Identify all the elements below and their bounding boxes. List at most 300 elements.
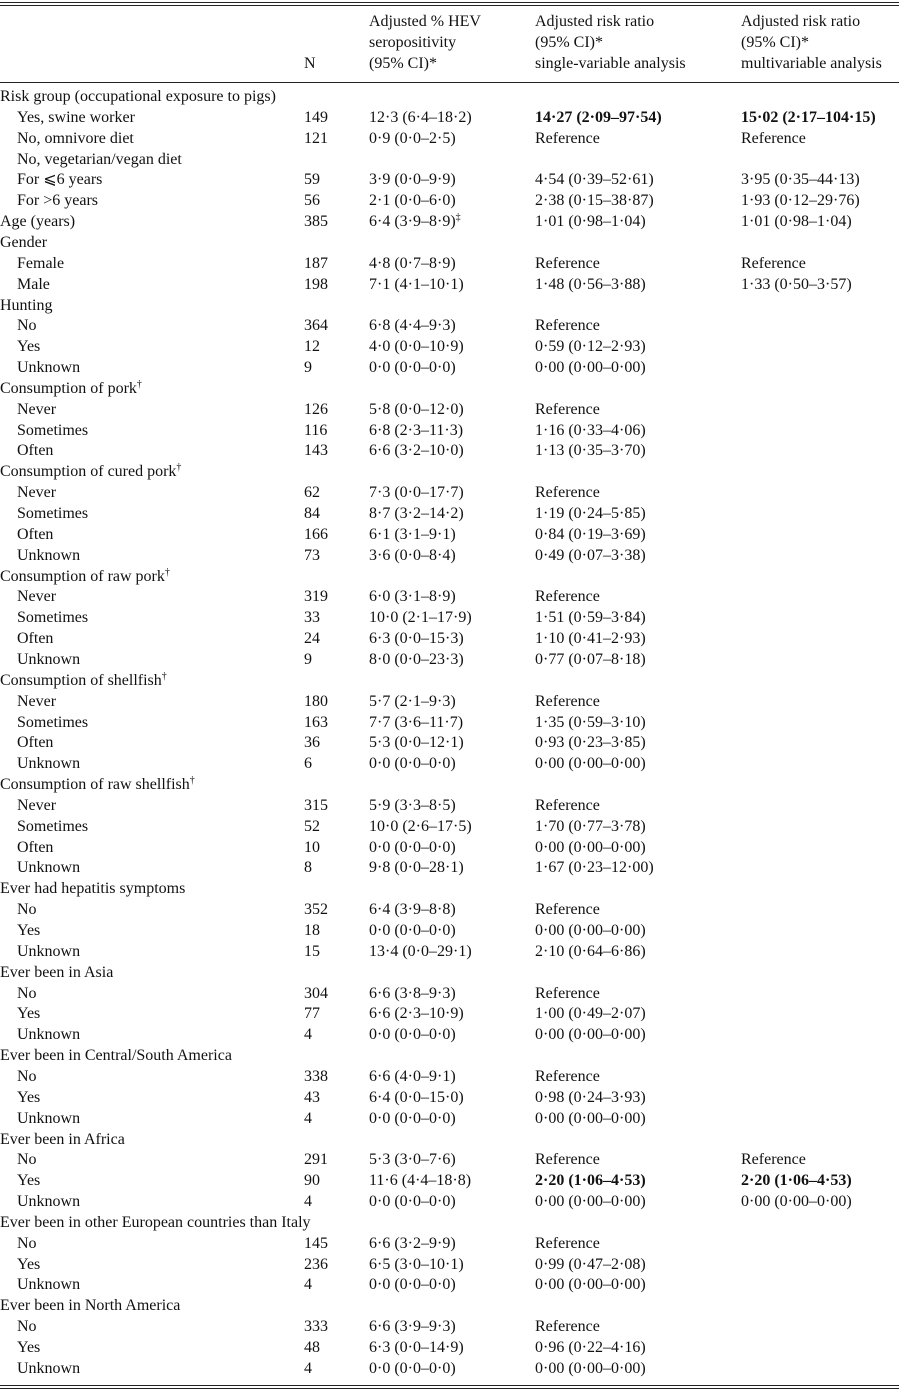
seropositivity-cell — [369, 1192, 456, 1213]
row-label — [17, 150, 182, 171]
row-label-text: Consumption of pork — [0, 379, 137, 397]
seropositivity-cell — [369, 858, 464, 879]
row-label — [0, 671, 167, 692]
table-row — [0, 1255, 899, 1276]
n-cell-text: 59 — [304, 171, 320, 189]
seropositivity-cell-text: 10·0 (2·6–17·5) — [369, 817, 472, 835]
table-row — [0, 483, 899, 504]
n-cell — [304, 858, 312, 879]
single-variable-rr-cell-text: Reference — [535, 129, 600, 147]
n-cell-text: 12 — [304, 338, 320, 356]
single-variable-rr-cell — [535, 129, 600, 150]
n-cell-text: 48 — [304, 1339, 320, 1356]
table-section-row — [0, 1130, 899, 1151]
seropositivity-cell-text: 6·6 (3·2–9·9) — [369, 1234, 456, 1252]
header-n: N — [304, 55, 316, 72]
row-label — [17, 400, 56, 421]
row-label-text: Often — [17, 442, 54, 460]
table-row — [0, 108, 899, 129]
header-single-line1: Adjusted risk ratio — [535, 13, 655, 30]
single-variable-rr-cell — [535, 546, 646, 567]
n-cell — [304, 942, 320, 963]
multivariable-rr-cell — [741, 1192, 852, 1213]
seropositivity-cell — [369, 1088, 464, 1109]
seropositivity-cell-text: 6·4 (3·9–8·8) — [369, 901, 456, 919]
footnote-mark: † — [136, 378, 142, 390]
seropositivity-cell-text: 13·4 (0·0–29·1) — [369, 942, 472, 960]
single-variable-rr-cell — [535, 337, 646, 358]
row-label — [17, 1088, 40, 1109]
table-row — [0, 942, 899, 963]
seropositivity-cell-text: 6·5 (3·0–10·1) — [369, 1255, 464, 1273]
seropositivity-cell-text: 5·9 (3·3–8·5) — [369, 796, 456, 814]
row-label — [17, 191, 98, 212]
single-variable-rr-cell-text: 1·01 (0·98–1·04) — [535, 213, 646, 231]
row-label — [17, 254, 64, 275]
multivariable-rr-cell — [741, 1171, 852, 1192]
n-cell-text: 163 — [304, 713, 328, 731]
n-cell — [304, 1234, 328, 1255]
row-label-text: No, vegetarian/vegan diet — [17, 150, 182, 168]
n-cell-text: 24 — [304, 630, 320, 648]
n-cell — [304, 275, 328, 296]
multivariable-rr-cell-text: 0·00 (0·00–0·00) — [741, 1193, 852, 1211]
row-label-text: Often — [17, 734, 54, 752]
header-multi-line3: multivariable analysis — [741, 55, 882, 72]
single-variable-rr-cell — [535, 858, 654, 879]
multivariable-rr-cell-text: 1·93 (0·12–29·76) — [741, 192, 860, 210]
table-row — [0, 984, 899, 1005]
single-variable-rr-cell-text: 0·00 (0·00–0·00) — [535, 1109, 646, 1127]
single-variable-rr-cell — [535, 984, 600, 1005]
n-cell-text: 9 — [304, 650, 312, 668]
row-label — [17, 650, 80, 671]
n-cell-text: 4 — [304, 1109, 312, 1127]
seropositivity-cell-text: 6·4 (0·0–15·0) — [369, 1088, 464, 1106]
single-variable-rr-cell — [535, 608, 646, 629]
n-cell-text: 43 — [304, 1088, 320, 1106]
single-variable-rr-cell-text: 0·00 (0·00–0·00) — [535, 1193, 646, 1211]
table-section-row — [0, 1296, 899, 1317]
row-label-text: Never — [17, 796, 57, 814]
seropositivity-cell-text: 0·0 (0·0–0·0) — [369, 1276, 456, 1294]
single-variable-rr-cell — [535, 212, 646, 233]
row-label — [0, 963, 113, 984]
row-label — [17, 942, 80, 963]
row-label — [17, 858, 80, 879]
single-variable-rr-cell — [535, 108, 662, 129]
header-single-line3: single-variable analysis — [535, 55, 686, 72]
table-section-row — [0, 1046, 899, 1067]
row-label — [17, 1004, 40, 1025]
n-cell — [304, 1255, 328, 1276]
single-variable-rr-cell — [535, 483, 600, 504]
seropositivity-cell-text: 6·8 (2·3–11·3) — [369, 421, 464, 439]
single-variable-rr-cell-text: 0·00 (0·00–0·00) — [535, 922, 646, 939]
single-variable-rr-cell-text: Reference — [535, 984, 600, 1002]
row-label — [0, 379, 142, 400]
n-cell — [304, 170, 320, 191]
single-variable-rr-cell — [535, 191, 654, 212]
n-cell — [304, 650, 312, 671]
footnote-mark: ‡ — [455, 212, 461, 224]
row-label-text: Yes — [17, 1172, 41, 1190]
single-variable-rr-cell-text: 1·70 (0·77–3·78) — [535, 817, 646, 835]
n-cell-text: 145 — [304, 1234, 328, 1252]
seropositivity-cell — [369, 921, 456, 942]
table-row — [0, 546, 899, 567]
n-cell-text: 291 — [304, 1151, 328, 1169]
row-label-text: Unknown — [17, 859, 81, 877]
n-cell — [304, 316, 328, 337]
row-label-text: Often — [17, 838, 54, 856]
row-label-text: No — [17, 1067, 37, 1085]
n-cell-text: 198 — [304, 275, 328, 293]
table-row — [0, 275, 899, 296]
footnote-mark: † — [161, 670, 167, 682]
seropositivity-cell-text: 6·8 (4·4–9·3) — [369, 317, 456, 335]
header-single-line2: (95% CI)* — [535, 34, 603, 51]
n-cell-text: 4 — [304, 1276, 312, 1294]
table-row — [0, 170, 899, 191]
seropositivity-cell-text: 0·0 (0·0–0·0) — [369, 838, 456, 856]
seropositivity-cell — [369, 942, 472, 963]
n-cell-text: 77 — [304, 1005, 320, 1023]
row-label — [17, 1359, 80, 1380]
row-label — [17, 1192, 80, 1213]
single-variable-rr-cell-text: 0·99 (0·47–2·08) — [535, 1255, 646, 1273]
single-variable-rr-cell — [535, 170, 654, 191]
seropositivity-cell — [369, 838, 456, 859]
row-label-text: Sometimes — [17, 817, 89, 835]
seropositivity-cell-text: 6·6 (2·3–10·9) — [369, 1005, 464, 1023]
multivariable-rr-cell — [741, 254, 806, 275]
single-variable-rr-cell-text: 0·84 (0·19–3·69) — [535, 525, 646, 543]
row-label-text: Hunting — [0, 296, 53, 314]
row-label-text: Sometimes — [17, 421, 89, 439]
row-label — [17, 900, 37, 921]
row-label — [0, 212, 75, 233]
seropositivity-cell-text: 4·0 (0·0–10·9) — [369, 338, 464, 356]
n-cell — [304, 1025, 312, 1046]
n-cell — [304, 921, 320, 942]
seropositivity-cell-text: 0·0 (0·0–0·0) — [369, 1026, 456, 1044]
single-variable-rr-cell-text: 0·98 (0·24–3·93) — [535, 1088, 646, 1106]
row-label — [17, 108, 135, 129]
seropositivity-cell-text: 10·0 (2·1–17·9) — [369, 609, 472, 627]
row-label — [17, 713, 88, 734]
table-row — [0, 796, 899, 817]
n-cell-text: 4 — [304, 1193, 312, 1211]
row-label-text: No — [17, 1318, 37, 1336]
table-section-row — [0, 879, 899, 900]
single-variable-rr-cell-text: 0·00 (0·00–0·00) — [535, 838, 646, 856]
single-variable-rr-cell-text: 2·38 (0·15–38·87) — [535, 192, 654, 210]
seropositivity-cell-text: 3·6 (0·0–8·4) — [369, 546, 456, 564]
n-cell — [304, 358, 312, 379]
single-variable-rr-cell-text: Reference — [535, 484, 600, 502]
single-variable-rr-cell — [535, 1025, 646, 1046]
n-cell-text: 36 — [304, 734, 320, 752]
single-variable-rr-cell — [535, 587, 600, 608]
table-row — [0, 358, 899, 379]
row-label — [17, 796, 56, 817]
table-row — [0, 400, 899, 421]
row-label — [17, 1171, 40, 1192]
row-label-text: Unknown — [17, 1026, 81, 1044]
n-cell-text: 10 — [304, 838, 320, 856]
seropositivity-cell — [369, 1025, 456, 1046]
row-label-text: Unknown — [17, 546, 81, 564]
n-cell — [304, 400, 328, 421]
single-variable-rr-cell — [535, 316, 600, 337]
seropositivity-cell-text: 5·8 (0·0–12·0) — [369, 400, 464, 418]
single-variable-rr-cell — [535, 629, 646, 650]
single-variable-rr-cell-text: 0·00 (0·00–0·00) — [535, 1026, 646, 1044]
seropositivity-cell — [369, 796, 456, 817]
n-cell — [304, 1317, 328, 1338]
n-cell-text: 6 — [304, 755, 312, 773]
table-row — [0, 754, 899, 775]
seropositivity-cell-text: 6·6 (3·8–9·3) — [369, 984, 456, 1002]
n-cell — [304, 1067, 328, 1088]
n-cell-text: 126 — [304, 400, 328, 418]
row-label-text: Consumption of raw pork — [0, 567, 165, 585]
row-label-text: Risk group (occupational exposure to pigs) — [0, 88, 276, 105]
row-label-text: Yes — [17, 1339, 41, 1356]
n-cell-text: 315 — [304, 796, 328, 814]
n-cell-text: 187 — [304, 254, 328, 272]
seropositivity-cell-text: 6·0 (3·1–8·9) — [369, 588, 456, 606]
header-seropositivity-line1: Adjusted % HEV — [369, 13, 481, 30]
multivariable-rr-cell — [741, 191, 860, 212]
row-label — [17, 421, 88, 442]
table-row — [0, 838, 899, 859]
n-cell — [304, 483, 320, 504]
seropositivity-cell — [369, 1067, 456, 1088]
single-variable-rr-cell-text: 0·59 (0·12–2·93) — [535, 338, 646, 356]
multivariable-rr-cell-text: 15·02 (2·17–104·15) — [741, 108, 876, 126]
seropositivity-cell-text: 0·0 (0·0–0·0) — [369, 359, 456, 377]
table-row — [0, 504, 899, 525]
n-cell — [304, 838, 320, 859]
n-cell-text: 319 — [304, 588, 328, 606]
n-cell-text: 33 — [304, 609, 320, 627]
n-cell — [304, 1171, 320, 1192]
single-variable-rr-cell-text: Reference — [535, 796, 600, 814]
single-variable-rr-cell-text: 1·51 (0·59–3·84) — [535, 609, 646, 627]
table-row — [0, 191, 899, 212]
row-label-text: For >6 years — [17, 192, 99, 210]
table-row — [0, 858, 899, 879]
row-label — [17, 921, 40, 942]
row-label-text: Unknown — [17, 1359, 81, 1377]
single-variable-rr-cell — [535, 713, 646, 734]
header-seropositivity-line3: (95% CI)* — [369, 55, 437, 72]
table-row — [0, 733, 899, 754]
table-row — [0, 337, 899, 358]
multivariable-rr-cell-text: 1·33 (0·50–3·57) — [741, 275, 852, 293]
seropositivity-cell-text: 6·6 (4·0–9·1) — [369, 1067, 456, 1085]
row-label-text: Yes — [17, 922, 41, 939]
single-variable-rr-cell — [535, 1192, 646, 1213]
seropositivity-cell — [369, 1150, 456, 1171]
single-variable-rr-cell — [535, 1234, 600, 1255]
n-cell-text: 180 — [304, 692, 328, 710]
row-label-text: Consumption of raw shellfish — [0, 776, 190, 794]
footnote-mark: † — [176, 462, 182, 474]
n-cell-text: 116 — [304, 421, 328, 439]
single-variable-rr-cell-text: 1·67 (0·23–12·00) — [535, 859, 654, 877]
single-variable-rr-cell-text: 1·13 (0·35–3·70) — [535, 442, 646, 460]
n-cell-text: 8 — [304, 859, 312, 877]
seropositivity-cell-text: 6·1 (3·1–9·1) — [369, 525, 456, 543]
n-cell — [304, 608, 320, 629]
table-row — [0, 587, 899, 608]
n-cell-text: 338 — [304, 1067, 328, 1085]
table-row — [0, 1025, 899, 1046]
single-variable-rr-cell-text: Reference — [535, 588, 600, 606]
n-cell — [304, 587, 328, 608]
n-cell — [304, 817, 320, 838]
row-label-text: Yes — [17, 1255, 41, 1273]
seropositivity-cell — [369, 587, 456, 608]
n-cell-text: 364 — [304, 317, 328, 335]
n-cell — [304, 337, 320, 358]
seropositivity-cell-text: 2·1 (0·0–6·0) — [369, 192, 456, 210]
row-label — [17, 1317, 37, 1338]
single-variable-rr-cell-text: Reference — [535, 317, 600, 335]
n-cell — [304, 900, 328, 921]
seropositivity-cell-text: 3·9 (0·0–9·9) — [369, 171, 456, 189]
seropositivity-cell-text: 12·3 (6·4–18·2) — [369, 108, 472, 126]
single-variable-rr-cell-text: 0·96 (0·22–4·16) — [535, 1339, 646, 1356]
row-label — [0, 1213, 311, 1234]
single-variable-rr-cell — [535, 796, 600, 817]
row-label — [17, 1109, 80, 1130]
table-row — [0, 129, 899, 150]
single-variable-rr-cell — [535, 1255, 646, 1276]
row-label-text: Never — [17, 400, 57, 418]
single-variable-rr-cell-text: 0·00 (0·00–0·00) — [535, 1276, 646, 1294]
seropositivity-cell — [369, 692, 456, 713]
multivariable-rr-cell — [741, 1150, 806, 1171]
seropositivity-cell — [369, 546, 456, 567]
table-row — [0, 1150, 899, 1171]
single-variable-rr-cell-text: Reference — [535, 1151, 600, 1169]
n-cell-text: 84 — [304, 505, 320, 522]
multivariable-rr-cell — [741, 275, 852, 296]
n-cell — [304, 546, 320, 567]
row-label — [17, 504, 88, 525]
single-variable-rr-cell — [535, 254, 600, 275]
n-cell — [304, 1109, 312, 1130]
table-section-row — [0, 775, 899, 796]
single-variable-rr-cell-text: 2·10 (0·64–6·86) — [535, 942, 646, 960]
seropositivity-cell-text: 0·0 (0·0–0·0) — [369, 1193, 456, 1211]
row-label-text: Yes — [17, 338, 41, 356]
row-label-text: Never — [17, 484, 57, 502]
table-row — [0, 1234, 899, 1255]
row-label — [17, 1275, 80, 1296]
single-variable-rr-cell — [535, 733, 646, 754]
table-row — [0, 921, 899, 942]
seropositivity-cell-text: 8·0 (0·0–23·3) — [369, 650, 464, 668]
table-row — [0, 1109, 899, 1130]
row-label-text: No — [17, 984, 37, 1002]
table-section-row — [0, 379, 899, 400]
n-cell — [304, 525, 328, 546]
footnote-mark: † — [164, 566, 170, 578]
n-cell — [304, 421, 327, 442]
row-label — [17, 692, 56, 713]
single-variable-rr-cell — [535, 504, 646, 525]
single-variable-rr-cell-text: 1·19 (0·24–5·85) — [535, 505, 646, 522]
seropositivity-cell-text: 11·6 (4·4–18·8) — [369, 1172, 472, 1190]
n-cell-text: 143 — [304, 442, 328, 460]
seropositivity-cell — [369, 733, 464, 754]
seropositivity-cell — [369, 1359, 456, 1380]
seropositivity-cell — [369, 441, 464, 462]
seropositivity-cell-text: 6·3 (0·0–14·9) — [369, 1339, 464, 1356]
seropositivity-cell — [369, 1275, 456, 1296]
row-label-text: Yes, swine worker — [17, 108, 135, 126]
n-cell — [304, 733, 320, 754]
n-cell-text: 4 — [304, 1026, 312, 1044]
table-row — [0, 1338, 899, 1359]
row-label-text: No, omnivore diet — [17, 129, 134, 147]
row-label-text: Consumption of cured pork — [0, 463, 177, 481]
single-variable-rr-cell — [535, 942, 646, 963]
seropositivity-cell-text: 0·0 (0·0–0·0) — [369, 922, 456, 939]
table-section-row — [0, 567, 899, 588]
single-variable-rr-cell-text: 14·27 (2·09–97·54) — [535, 108, 662, 126]
seropositivity-cell — [369, 129, 456, 150]
n-cell — [304, 108, 328, 129]
single-variable-rr-cell — [535, 1317, 600, 1338]
n-cell-text: 9 — [304, 359, 312, 377]
seropositivity-cell — [369, 358, 456, 379]
single-variable-rr-cell-text: Reference — [535, 1067, 600, 1085]
single-variable-rr-cell — [535, 817, 646, 838]
seropositivity-cell — [369, 108, 472, 129]
table-row — [0, 692, 899, 713]
row-label-text: Unknown — [17, 755, 81, 773]
single-variable-rr-cell — [535, 1004, 646, 1025]
seropositivity-cell — [369, 1234, 456, 1255]
seropositivity-cell-text: 7·7 (3·6–11·7) — [369, 713, 464, 731]
n-cell-text: 352 — [304, 901, 328, 919]
single-variable-rr-cell — [535, 921, 646, 942]
table-row — [0, 1317, 899, 1338]
table-row — [0, 629, 899, 650]
seropositivity-cell-text: 9·8 (0·0–28·1) — [369, 859, 464, 877]
top-rule-double — [0, 5, 899, 6]
seropositivity-cell — [369, 1109, 456, 1130]
row-label-text: Unknown — [17, 942, 81, 960]
row-label — [17, 817, 88, 838]
row-label — [17, 337, 40, 358]
n-cell — [304, 1004, 320, 1025]
table-row — [0, 150, 899, 171]
top-rule — [0, 2, 899, 3]
row-label-text: Yes — [17, 1088, 41, 1106]
row-label — [17, 170, 102, 191]
row-label-text: Male — [17, 275, 50, 293]
single-variable-rr-cell — [535, 1109, 646, 1130]
row-label — [17, 1025, 80, 1046]
seropositivity-cell — [369, 713, 463, 734]
